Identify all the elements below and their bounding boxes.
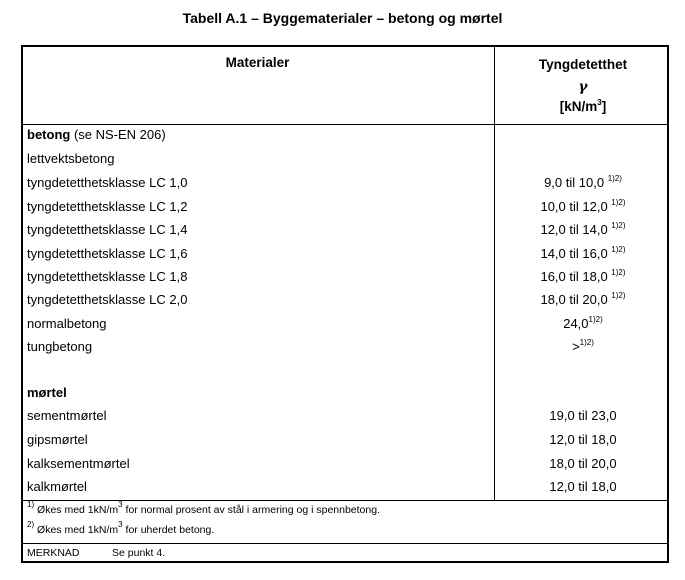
- density-value: >$^{1)2)}$: [572, 338, 594, 354]
- merknad-label: MERKNAD: [27, 547, 80, 559]
- density-value: $24,0^{1)2)}$: [563, 315, 603, 331]
- column-divider: [494, 45, 495, 500]
- header-density-unit: $[kN/m^3]$: [559, 98, 607, 114]
- material-label: normalbetong: [27, 316, 107, 331]
- material-label: tyngdetetthetsklasse LC 1,4: [27, 222, 188, 237]
- header-materials: Materialer: [225, 55, 290, 70]
- density-value: 9,0 til 10,0 $^{1)2)}$: [544, 174, 622, 190]
- section-heading-mortel: mørtel: [27, 385, 67, 400]
- table-title: Tabell A.1 – Byggematerialer – betong og mørtel: [182, 10, 503, 26]
- material-label: lettvektsbetong: [27, 151, 115, 166]
- density-value: 12,0 til 18,0: [549, 479, 617, 494]
- material-label: tyngdetetthetsklasse LC 1,6: [27, 246, 188, 261]
- footnote-1: $^{1)}$ Økes med $1kN/m^3$ for normal prosent av stål i armering og i spennbetong.: [27, 500, 380, 516]
- merknad-text: Se punkt 4.: [112, 547, 166, 559]
- density-value: 10,0 til 12,0 $^{1)2)}$: [540, 198, 626, 214]
- density-value: 16,0 til 18,0 $^{1)2)}$: [540, 268, 626, 284]
- material-label: sementmørtel: [27, 408, 107, 423]
- merknad-divider: [21, 543, 669, 544]
- density-value: 14,0 til 16,0 $^{1)2)}$: [540, 245, 626, 261]
- header-divider: [21, 124, 669, 125]
- material-label: tyngdetetthetsklasse LC 1,2: [27, 199, 188, 214]
- header-density-symbol: γ: [578, 79, 588, 95]
- footnote-2: $^{2)}$ Økes med $1kN/m^3$ for uherdet betong.: [27, 520, 215, 536]
- density-value: 12,0 til 18,0: [549, 432, 617, 447]
- header-density: [496, 55, 670, 117]
- density-value: 19,0 til 23,0: [549, 408, 617, 423]
- material-label: tyngdetetthetsklasse LC 2,0: [27, 292, 188, 307]
- material-label: gipsmørtel: [27, 432, 88, 447]
- section-heading-betong: betong (se NS-EN 206): [27, 127, 166, 142]
- material-label: kalksementmørtel: [27, 456, 130, 471]
- header-density-label: Tyngdetetthet: [538, 57, 628, 72]
- density-value: 12,0 til 14,0 $^{1)2)}$: [540, 221, 626, 237]
- material-label: tyngdetetthetsklasse LC 1,8: [27, 269, 188, 284]
- material-label: tungbetong: [27, 339, 93, 354]
- material-label: kalkmørtel: [27, 479, 87, 494]
- density-value: 18,0 til 20,0 $^{1)2)}$: [540, 291, 626, 307]
- material-label: tyngdetetthetsklasse LC 1,0: [27, 175, 188, 190]
- density-value: 18,0 til 20,0: [549, 456, 617, 471]
